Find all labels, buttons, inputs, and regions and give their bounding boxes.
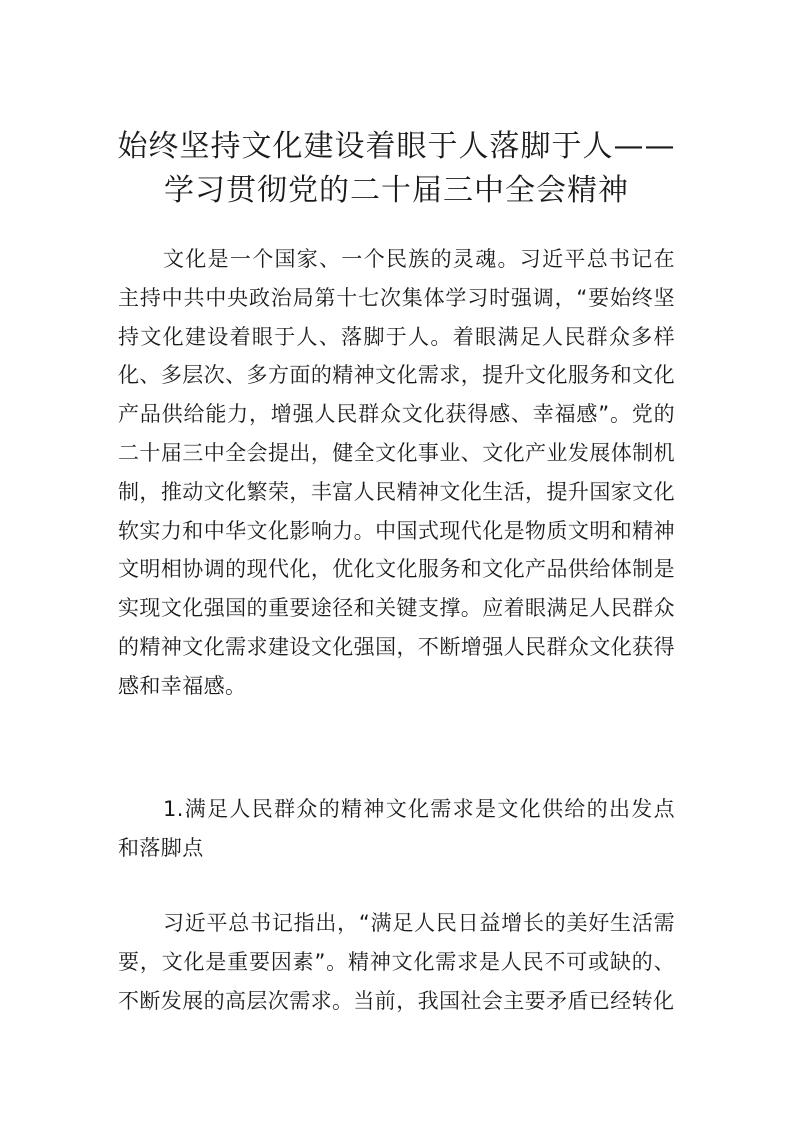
- document-title-line-2: 学习贯彻党的二十届三中全会精神: [164, 173, 629, 208]
- document-title-line-1: 始终坚持文化建设着眼于人落脚于人——: [117, 129, 676, 164]
- section-heading-1: 1.满足人民群众的精神文化需求是文化供给的出发点和落脚点: [118, 797, 675, 860]
- body-paragraph-2: 习近平总书记指出，“满足人民日益增长的美好生活需要，文化是重要因素”。精神文化需求是人民不可或缺的、不断发展的高层次需求。当前，我国社会主要矛盾已经转化: [118, 911, 675, 1013]
- body-paragraph-1: 文化是一个国家、一个民族的灵魂。习近平总书记在主持中共中央政治局第十七次集体学习时强调，“要始终坚持文化建设着眼于人、落脚于人。着眼满足人民群众多样化、多层次、多方面的精神文化需求，提升文化服务和文化产品供给能力，增强人民群众文化获得感、幸福感”。党的二十届三中全会提出，健全文化事业、文化产业发展体制机制，推动文化繁荣，丰富人民精神文化生活，提升国家文化软实力和中华文化影响力。中国式现代化是物质文明和精神文明相协调的现代化，优化文化服务和文化产品供给体制是实现文化强国的重要途径和关键支撑。应着眼满足人民群众的精神文化需求建设文化强国，不断增强人民群众文化获得感和幸福感。: [118, 247, 675, 698]
